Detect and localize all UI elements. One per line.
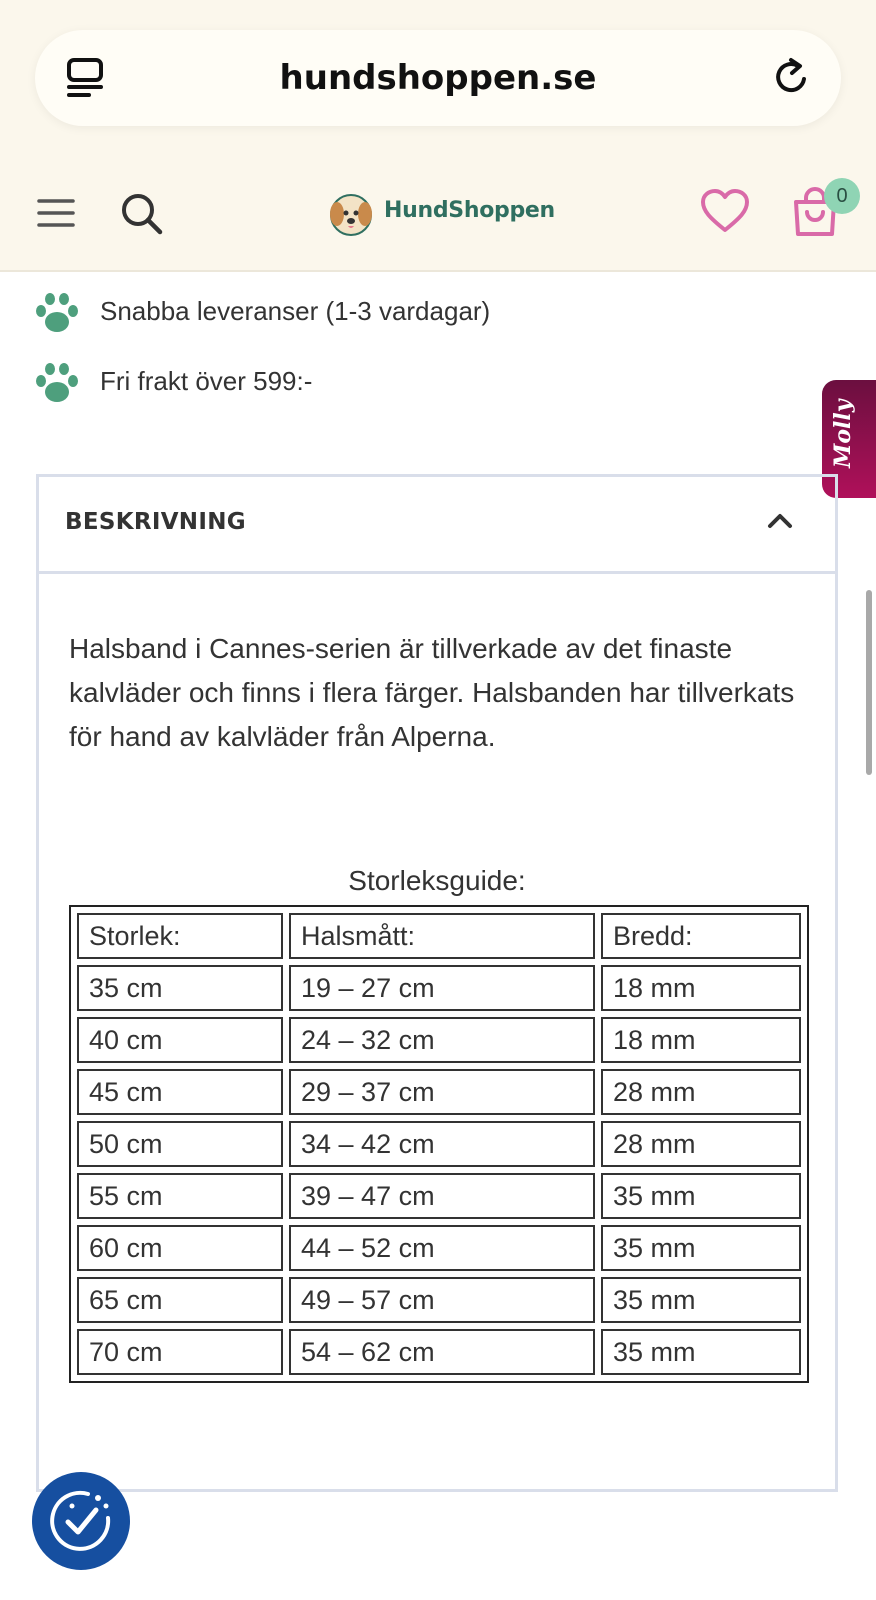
heart-icon[interactable] [700, 188, 750, 234]
table-cell: 45 cm [77, 1069, 283, 1115]
table-cell: 18 mm [601, 965, 801, 1011]
table-cell: 49 – 57 cm [289, 1277, 595, 1323]
size-guide-title: Storleksguide: [348, 865, 526, 896]
description-accordion [36, 474, 838, 1492]
page-scrollbar[interactable] [866, 590, 872, 775]
browser-toolbar [0, 0, 876, 158]
table-cell: 35 cm [77, 965, 283, 1011]
product-description: Halsband i Cannes-serien är tillverkade av det finaste kalvläder och finns i flera färger. Halsbanden har tillverkats för hand av kalvläder från Alperna. [69, 633, 795, 752]
table-cell: 65 cm [77, 1277, 283, 1323]
table-cell: 35 mm [601, 1173, 801, 1219]
reload-icon[interactable] [771, 56, 813, 98]
table-cell: 29 – 37 cm [289, 1069, 595, 1115]
url-text[interactable]: hundshoppen.se [279, 58, 597, 98]
table-header-row [77, 913, 801, 959]
dog-logo-icon [326, 190, 376, 240]
table-row [77, 1329, 801, 1375]
table-cell: 50 cm [77, 1121, 283, 1167]
paw-icon [34, 362, 80, 404]
table-row [77, 965, 801, 1011]
cart-count-badge[interactable]: 0 [824, 178, 860, 214]
usp-text: Snabba leveranser (1-3 vardagar) [100, 296, 491, 326]
accordion-title: BESKRIVNING [65, 509, 246, 535]
table-header-cell: Halsmått: [289, 913, 595, 959]
table-cell: 35 mm [601, 1329, 801, 1375]
table-cell: 34 – 42 cm [289, 1121, 595, 1167]
cookie-consent-icon [48, 1488, 114, 1554]
table-row [77, 1121, 801, 1167]
table-cell: 35 mm [601, 1277, 801, 1323]
table-row [77, 1277, 801, 1323]
logo-text: HundShoppen [384, 198, 555, 223]
chevron-up-icon[interactable] [767, 511, 793, 529]
molly-label: Molly [830, 399, 856, 468]
cookie-consent-button[interactable] [32, 1472, 130, 1570]
table-row [77, 1017, 801, 1063]
usp-text: Fri frakt över 599:- [100, 366, 313, 396]
address-bar[interactable] [35, 30, 841, 126]
table-cell: 54 – 62 cm [289, 1329, 595, 1375]
table-cell: 55 cm [77, 1173, 283, 1219]
table-cell: 19 – 27 cm [289, 965, 595, 1011]
site-logo[interactable] [326, 190, 556, 240]
table-cell: 39 – 47 cm [289, 1173, 595, 1219]
paw-icon [34, 292, 80, 334]
table-cell: 40 cm [77, 1017, 283, 1063]
table-cell: 35 mm [601, 1225, 801, 1271]
table-cell: 60 cm [77, 1225, 283, 1271]
table-header-cell: Bredd: [601, 913, 801, 959]
site-header [0, 158, 876, 272]
table-cell: 28 mm [601, 1121, 801, 1167]
table-cell: 70 cm [77, 1329, 283, 1375]
accordion-header[interactable] [39, 477, 835, 574]
table-cell: 28 mm [601, 1069, 801, 1115]
table-header-cell: Storlek: [77, 913, 283, 959]
table-row [77, 1173, 801, 1219]
table-cell: 24 – 32 cm [289, 1017, 595, 1063]
search-icon[interactable] [120, 192, 164, 236]
size-guide-table [69, 905, 809, 1383]
table-row [77, 1069, 801, 1115]
table-cell: 18 mm [601, 1017, 801, 1063]
hamburger-menu-icon[interactable] [36, 196, 76, 230]
table-cell: 44 – 52 cm [289, 1225, 595, 1271]
table-row [77, 1225, 801, 1271]
